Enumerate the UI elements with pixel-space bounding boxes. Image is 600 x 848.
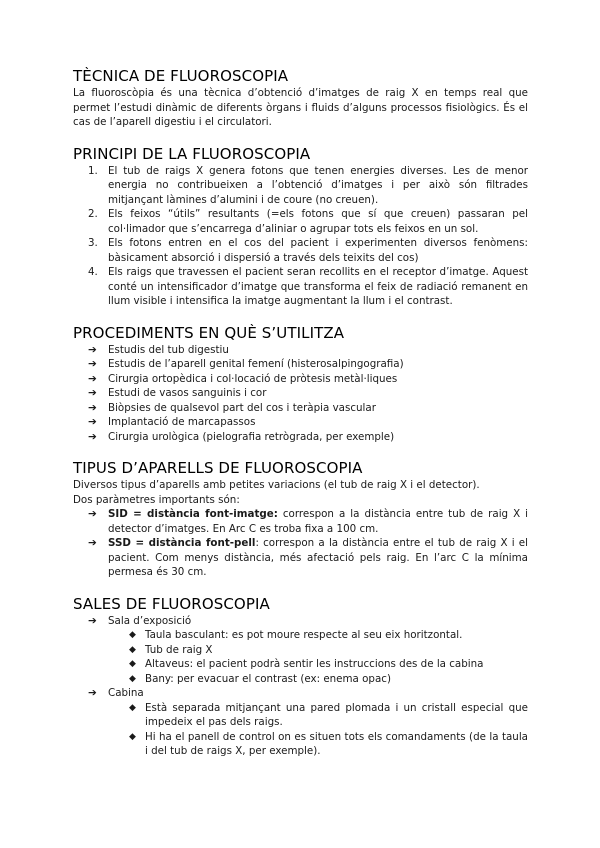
arrow-icon: ➔ <box>88 614 97 627</box>
diamond-icon: ◆ <box>129 644 136 655</box>
list-number: 2. <box>88 208 98 220</box>
list-item <box>73 386 528 401</box>
section-sales <box>73 594 528 759</box>
arrow-icon: ➔ <box>88 416 97 428</box>
section-title: PRINCIPI DE LA FLUOROSCOPIA <box>73 144 311 163</box>
list-item <box>73 614 528 687</box>
arrow-icon: ➔ <box>88 508 97 520</box>
group-label: Sala d’exposició <box>108 614 192 627</box>
diamond-icon: ◆ <box>129 702 136 713</box>
section-title: TÈCNICA DE FLUOROSCOPIA <box>73 67 289 85</box>
section-tipus <box>73 458 528 580</box>
arrow-list <box>73 614 528 759</box>
list-item <box>123 657 528 672</box>
section-paragraph: Diversos tipus d’aparells amb petites variacions (el tub de raig X i el detector). <box>73 479 480 491</box>
list-item-text: Els raigs que travessen el pacient seran recollits en el receptor d’imatge. Aquest conté un intensificador d’imatge que transforma el feix de radiació remanent en llum visible i intensifica la imatge augmentant la llum i el contrast. <box>108 266 528 307</box>
list-item-text: Estudi de vasos sanguinis i cor <box>108 387 267 399</box>
list-item-text: Tub de raig X <box>145 643 213 656</box>
list-item <box>123 730 528 759</box>
list-item <box>73 357 528 372</box>
arrow-icon: ➔ <box>88 401 97 414</box>
diamond-icon: ◆ <box>129 659 136 669</box>
diamond-icon: ◆ <box>129 731 136 742</box>
arrow-icon: ➔ <box>88 687 97 699</box>
numbered-list <box>73 164 528 309</box>
section-title: SALES DE FLUOROSCOPIA <box>73 594 270 613</box>
section-paragraph: La fluoroscòpia és una tècnica d’obtenció d’imatges de raig X en temps real que permet l’estudi dinàmic de diferents òrgans i fluids d’alguns processos fisiològics. És el cas de l’aparell digestiu i el circulatori. <box>73 87 528 128</box>
list-item-text: Estudis de l’aparell genital femení (histerosalpingografia) <box>108 358 404 370</box>
arrow-icon: ➔ <box>88 387 97 399</box>
list-item-text: Està separada mitjançant una pared plomada i un cristall especial que impedeix el pas dels raigs. <box>145 701 528 728</box>
arrow-list <box>73 507 528 580</box>
list-item-text: correspon a la distància entre tub de raig X i detector d’imatges. En Arc C es troba fixa a 100 cm. <box>108 508 529 535</box>
list-item <box>123 643 528 658</box>
diamond-icon: ◆ <box>129 673 136 684</box>
list-item-text: El tub de raigs X genera fotons que tenen energies diverses. Les de menor energia no contribueixen a l’obtenció d’imatges i per això són filtrades mitjançant làmines d’alumini i de coure (no creuen). <box>108 164 528 206</box>
list-item-text: Els fotons entren en el cos del pacient i experimenten diversos fenòmens: bàsicament absorció i dispersió a través dels teixits del cos) <box>108 237 528 264</box>
arrow-icon: ➔ <box>88 537 97 549</box>
list-item-text: : correspon a la distància entre el tub de raig X i el pacient. Com menys distància, més afectació pels raig. En l’arc C la mínima permesa és 30 cm. <box>108 537 528 578</box>
diamond-list <box>123 701 528 759</box>
list-number: 1. <box>88 164 98 177</box>
list-item <box>73 236 528 265</box>
list-item <box>123 701 528 730</box>
section-procediments <box>73 323 528 445</box>
list-item <box>73 507 528 536</box>
list-item-text: Estudis del tub digestiu <box>108 343 229 356</box>
list-item <box>73 401 528 416</box>
list-number: 3. <box>88 237 98 249</box>
section-principi <box>73 144 528 309</box>
arrow-icon: ➔ <box>88 372 97 385</box>
section-title: TIPUS D’APARELLS DE FLUOROSCOPIA <box>73 459 363 477</box>
document-page <box>73 66 528 768</box>
list-item <box>73 430 528 445</box>
section-tecnica <box>73 66 528 130</box>
list-item <box>73 536 528 580</box>
section-paragraph: Dos paràmetres importants són: <box>73 493 240 506</box>
arrow-list <box>73 343 528 445</box>
arrow-icon: ➔ <box>88 430 97 443</box>
list-item <box>73 686 528 759</box>
arrow-icon: ➔ <box>88 343 97 356</box>
list-item <box>123 672 528 687</box>
list-item-text: Hi ha el panell de control on es situen tots els comandaments (de la taula i del tub de raigs X, per exemple). <box>145 730 528 757</box>
list-item <box>73 164 528 208</box>
list-item <box>73 343 528 358</box>
list-item-text: Bany: per evacuar el contrast (ex: enema opac) <box>145 672 391 685</box>
list-item-text: Cirurgia ortopèdica i col·locació de pròtesis metàl·liques <box>108 372 398 385</box>
diamond-list <box>123 628 528 686</box>
list-item <box>73 207 528 236</box>
list-item <box>123 628 528 643</box>
term-sid: SID = distància font-imatge: <box>108 508 278 520</box>
list-item-text: Implantació de marcapassos <box>108 416 256 428</box>
list-item-text: Biòpsies de qualsevol part del cos i teràpia vascular <box>108 401 376 414</box>
list-item <box>73 265 528 309</box>
term-ssd: SSD = distància font-pell <box>108 537 256 549</box>
diamond-icon: ◆ <box>129 630 136 640</box>
section-title: PROCEDIMENTS EN QUÈ S’UTILITZA <box>73 323 345 342</box>
list-number: 4. <box>88 266 98 278</box>
list-item-text: Els feixos “útils” resultants (=els fotons que sí que creuen) passaran pel col·limador que s’encarrega d’aliniar o agrupar tots els feixos en un sol. <box>108 208 528 235</box>
list-item-text: Altaveus: el pacient podrà sentir les instruccions des de la cabina <box>145 658 484 670</box>
arrow-icon: ➔ <box>88 358 97 370</box>
list-item <box>73 415 528 430</box>
list-item <box>73 372 528 387</box>
list-item-text: Taula basculant: es pot moure respecte al seu eix horitzontal. <box>145 629 463 641</box>
group-label: Cabina <box>108 687 144 699</box>
list-item-text: Cirurgia urològica (pielografia retrògrada, per exemple) <box>108 430 395 443</box>
